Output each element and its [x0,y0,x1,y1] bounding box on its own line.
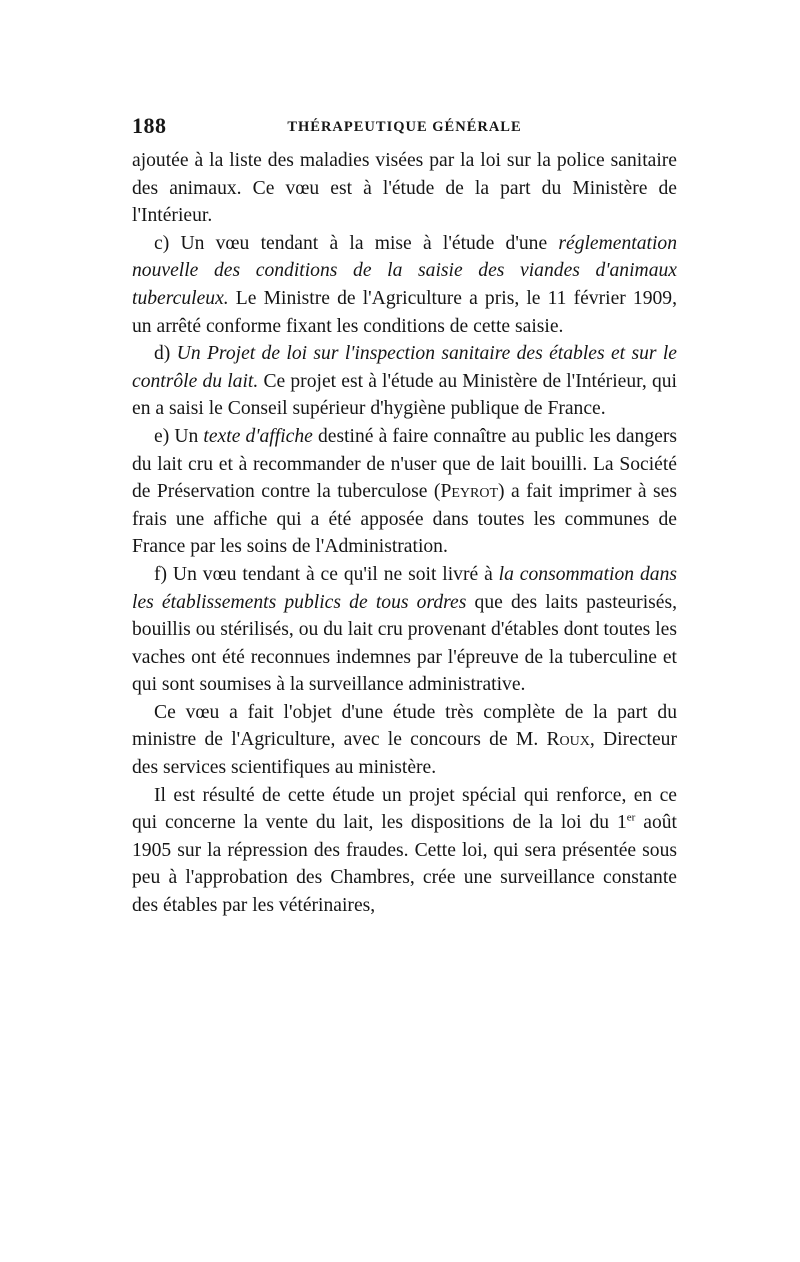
paragraph-text: ajoutée à la liste des maladies visées par la loi sur la police sanitaire des animaux. Ce vœu est à l'étude de la part du Ministère de l'Intérieur. [132,150,677,227]
small-caps-name: Roux [546,729,590,751]
page-number: 188 [132,113,167,138]
paragraph-text: que des laits pasteurisés, bouillis ou stérilisés, ou du lait cru provenant d'étables dont toutes les vaches ont été reconnues indemnes par l'épreuve de la tuberculine et qui sont soumises à la surveillance administrative. [132,591,677,696]
paragraph-text: e) Un [154,425,204,447]
paragraph-text: destiné à faire connaître au public les dangers du lait cru et à recommander de n'user que de lait bouilli. La Société de Préservation contre la tuberculose ( [132,425,677,503]
paragraph-item-d [132,340,677,423]
paragraph-item-c [132,230,677,340]
italic-phrase: Un Projet de loi sur l'inspection sanitaire des étables et sur le contrôle du lait. [132,343,677,392]
paragraph-text: ) a fait imprimer à ses frais une affiche qui a été apposée dans toutes les communes de France par les soins de l'Administration. [132,481,677,558]
paragraph-text: Le Ministre de l'Agriculture a pris, le 11 février 1909, un arrêté conforme fixant les conditions de cette saisie. [132,287,677,337]
paragraph-text: d) [154,343,177,365]
paragraph-text: c) Un vœu tendant à la mise à l'étude d'une [154,232,559,254]
running-title: THÉRAPEUTIQUE GÉNÉRALE [287,119,522,135]
paragraph-text: Il est résulté de cette étude un projet spécial qui renforce, en ce qui concerne la vente du lait, les dispositions de la loi du 1 [132,784,677,834]
paragraph-text: , Directeur des services scientifiques au ministère. [132,729,677,779]
paragraph [132,782,677,920]
paragraph-continuation [132,147,677,230]
paragraph-item-e [132,423,677,561]
page-header [132,113,677,147]
book-page [132,113,677,920]
paragraph-text: août 1905 sur la répression des fraudes. Cette loi, qui sera présentée sous peu à l'approbation des Chambres, crée une surveillance constante des étables par les vétérinaires, [132,812,677,917]
paragraph-text: Ce vœu a fait l'objet d'une étude très complète de la part du ministre de l'Agriculture, avec le concours de M. [132,701,677,751]
body-text [132,147,677,920]
small-caps-name: Peyrot [440,481,499,503]
italic-phrase: la consommation dans les établissements publics de tous ordres [132,563,677,613]
superscript: er [626,811,636,824]
paragraph-text: Ce projet est à l'étude au Ministère de l'Intérieur, qui en a saisi le Conseil supérieur d'hygiène publique de France. [132,370,677,420]
italic-phrase: texte d'affiche [203,425,313,447]
italic-phrase: réglementation nouvelle des conditions de la saisie des viandes d'animaux tuberculeux. [132,232,677,309]
paragraph-item-f [132,561,677,699]
paragraph-text: f) Un vœu tendant à ce qu'il ne soit livré à [154,563,499,585]
paragraph [132,699,677,782]
